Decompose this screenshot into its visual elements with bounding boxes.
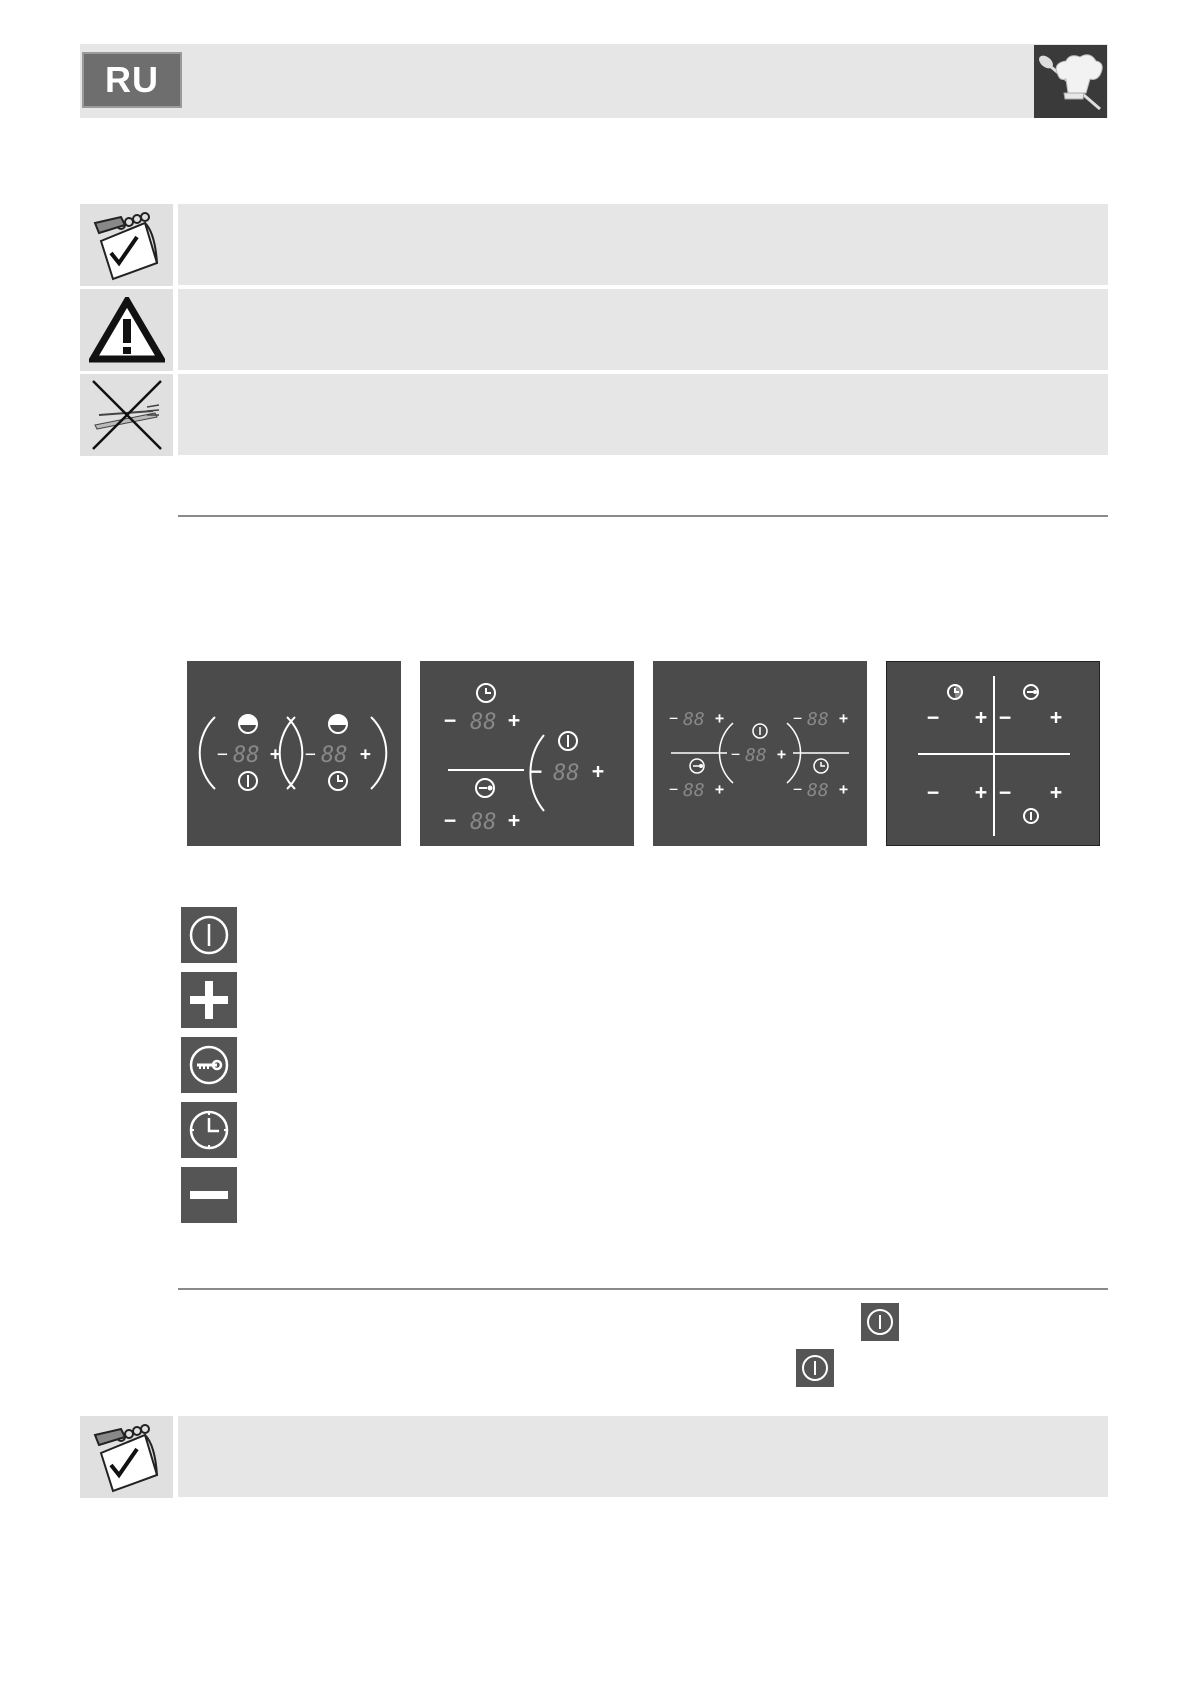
svg-text:−: −	[999, 705, 1012, 729]
svg-text:−: −	[444, 708, 457, 732]
inline-power-key-2	[796, 1349, 834, 1387]
svg-text:88: 88	[233, 743, 260, 768]
svg-text:−: −	[530, 759, 543, 783]
chef-hat-spoon-icon	[1034, 45, 1107, 118]
note-bar	[178, 204, 1108, 285]
section-divider	[178, 515, 1108, 517]
crossed-cutlery-icon	[87, 377, 167, 453]
svg-text:+: +	[508, 708, 521, 732]
svg-text:+: +	[508, 808, 521, 832]
svg-text:88: 88	[807, 780, 829, 801]
svg-text:+: +	[715, 780, 725, 798]
note-icon-box-2	[80, 1416, 173, 1498]
timer-clock-icon	[187, 1108, 231, 1152]
lock-key-icon	[187, 1043, 231, 1087]
minus-icon	[187, 1173, 231, 1217]
plus-icon	[187, 978, 231, 1022]
control-panel-1	[187, 661, 401, 846]
svg-text:88: 88	[553, 761, 580, 786]
svg-text:88: 88	[683, 709, 705, 730]
forbidden-bar	[178, 374, 1108, 455]
svg-text:−: −	[217, 744, 228, 765]
svg-text:−: −	[793, 780, 803, 798]
svg-text:−: −	[305, 744, 316, 765]
svg-text:88: 88	[470, 810, 497, 835]
svg-text:88: 88	[470, 710, 497, 735]
warning-triangle-icon	[89, 297, 165, 363]
svg-text:+: +	[715, 709, 725, 727]
plus-key	[181, 972, 237, 1028]
svg-text:−: −	[999, 780, 1012, 804]
svg-text:+: +	[1050, 705, 1063, 729]
control-panel-3	[653, 661, 867, 846]
svg-text:−: −	[669, 709, 679, 727]
svg-text:88: 88	[683, 780, 705, 801]
note-icon-box	[80, 204, 173, 286]
svg-text:−: −	[669, 780, 679, 798]
svg-text:88: 88	[807, 709, 829, 730]
svg-text:+: +	[360, 744, 371, 765]
svg-text:−: −	[927, 780, 940, 804]
forbidden-icon-box	[80, 374, 173, 456]
warning-bar	[178, 289, 1108, 370]
inline-power-key-1	[861, 1303, 899, 1341]
notepad-check-icon	[87, 207, 167, 283]
svg-text:−: −	[793, 709, 803, 727]
svg-text:+: +	[777, 745, 787, 763]
header-bar	[80, 44, 1108, 118]
power-icon	[187, 913, 231, 957]
control-panel-4	[886, 661, 1100, 846]
svg-text:+: +	[270, 744, 281, 765]
svg-text:+: +	[839, 780, 849, 798]
svg-text:−: −	[927, 705, 940, 729]
svg-text:+: +	[839, 709, 849, 727]
language-badge: RU	[82, 52, 182, 108]
note-bar-2	[178, 1416, 1108, 1497]
svg-text:−: −	[444, 808, 457, 832]
section-divider-2	[178, 1288, 1108, 1290]
svg-text:+: +	[1050, 780, 1063, 804]
power-key	[181, 907, 237, 963]
svg-text:+: +	[592, 759, 605, 783]
power-icon	[800, 1353, 830, 1383]
timer-key	[181, 1102, 237, 1158]
svg-text:−: −	[731, 745, 741, 763]
warning-icon-box	[80, 289, 173, 371]
svg-text:88: 88	[745, 745, 767, 766]
lock-key	[181, 1037, 237, 1093]
notepad-check-icon	[87, 1419, 167, 1495]
svg-text:+: +	[975, 780, 988, 804]
minus-key	[181, 1167, 237, 1223]
power-icon	[865, 1307, 895, 1337]
svg-text:88: 88	[321, 743, 348, 768]
control-panel-2	[420, 661, 634, 846]
svg-text:+: +	[975, 705, 988, 729]
